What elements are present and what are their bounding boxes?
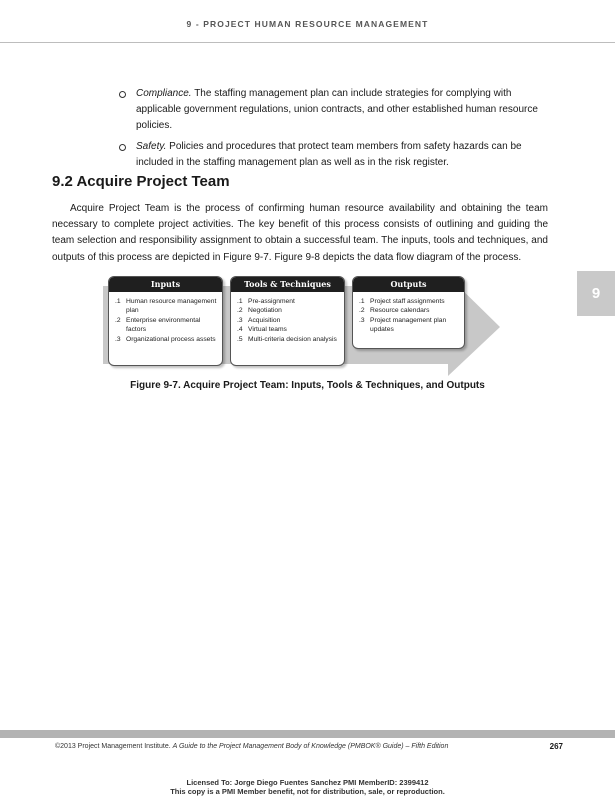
- circle-bullet-icon: [119, 91, 126, 98]
- bullet-term: Compliance.: [136, 88, 192, 99]
- outputs-header: Outputs: [353, 277, 464, 292]
- license-line-2: This copy is a PMI Member benefit, not for distribution, sale, or reproduction.: [170, 787, 445, 796]
- output-item: .1 Project staff assignments: [359, 298, 445, 305]
- bullet-term: Safety.: [136, 141, 167, 152]
- footer-bar: [0, 730, 615, 738]
- inputs-header: Inputs: [109, 277, 222, 292]
- tools-techniques-box: [230, 276, 345, 366]
- tool-item: .1 Pre-assignment: [237, 298, 295, 305]
- chapter-header-title: 9 - PROJECT HUMAN RESOURCE MANAGEMENT: [186, 19, 429, 29]
- page-number: 267: [549, 742, 563, 751]
- tool-item: .5 Multi-criteria decision analysis: [237, 335, 337, 343]
- tools-techniques-header: Tools & Techniques: [231, 277, 344, 292]
- bullet-text: Policies and procedures that protect team members from safety hazards can be included in the staffing management plan as well as in the risk register.: [136, 141, 522, 168]
- output-item: .2 Resource calendars: [359, 307, 430, 315]
- ito-figure: [100, 276, 500, 376]
- tool-item: .4 Virtual teams: [237, 326, 287, 334]
- bullet-list: [118, 86, 550, 176]
- circle-bullet-icon: [119, 144, 126, 151]
- footer-copyright: [55, 743, 448, 750]
- book-title: A Guide to the Project Management Body of Knowledge (PMBOK® Guide) – Fifth Edition: [172, 743, 449, 750]
- license-notice: [0, 778, 615, 796]
- figure-caption: Figure 9-7. Acquire Project Team: Inputs, Tools & Techniques, and Outputs: [130, 380, 485, 391]
- input-item: .1 Human resource management plan: [115, 298, 217, 315]
- output-item: .3 Project management plan updates: [359, 316, 447, 334]
- chapter-tab: 9: [577, 271, 615, 316]
- running-header: [0, 0, 615, 43]
- tool-item: .3 Acquisition: [237, 316, 281, 324]
- tool-item: .2 Negotiation: [237, 307, 282, 315]
- input-item: .3 Organizational process assets: [115, 335, 216, 343]
- bullet-text: The staffing management plan can include strategies for complying with applicable government regulations, union contracts, and other established human resource policies.: [136, 88, 538, 131]
- section-paragraph: Acquire Project Team is the process of confirming human resource availability and obtaining the team necessary to complete project activities. The key benefit of this process consists of outlining and guiding the team selection and responsibility assignment to obtain a successful team. The inputs, tools and techniques, and outputs of this process are depicted in Figure 9-7. Figure 9-8 depicts the data flow diagram of the process.: [52, 203, 548, 263]
- license-line-1: Licensed To: Jorge Diego Fuentes Sanchez PMI MemberID: 2399412: [186, 778, 429, 787]
- input-item: .2 Enterprise environmental factors: [115, 316, 201, 334]
- bullet-item-safety: [118, 139, 550, 171]
- copyright-text: ©2013 Project Management Institute.: [55, 743, 173, 750]
- outputs-box: [352, 276, 465, 349]
- bullet-item-compliance: [118, 86, 550, 134]
- inputs-box: [108, 276, 223, 366]
- section-title: 9.2 Acquire Project Team: [52, 173, 230, 190]
